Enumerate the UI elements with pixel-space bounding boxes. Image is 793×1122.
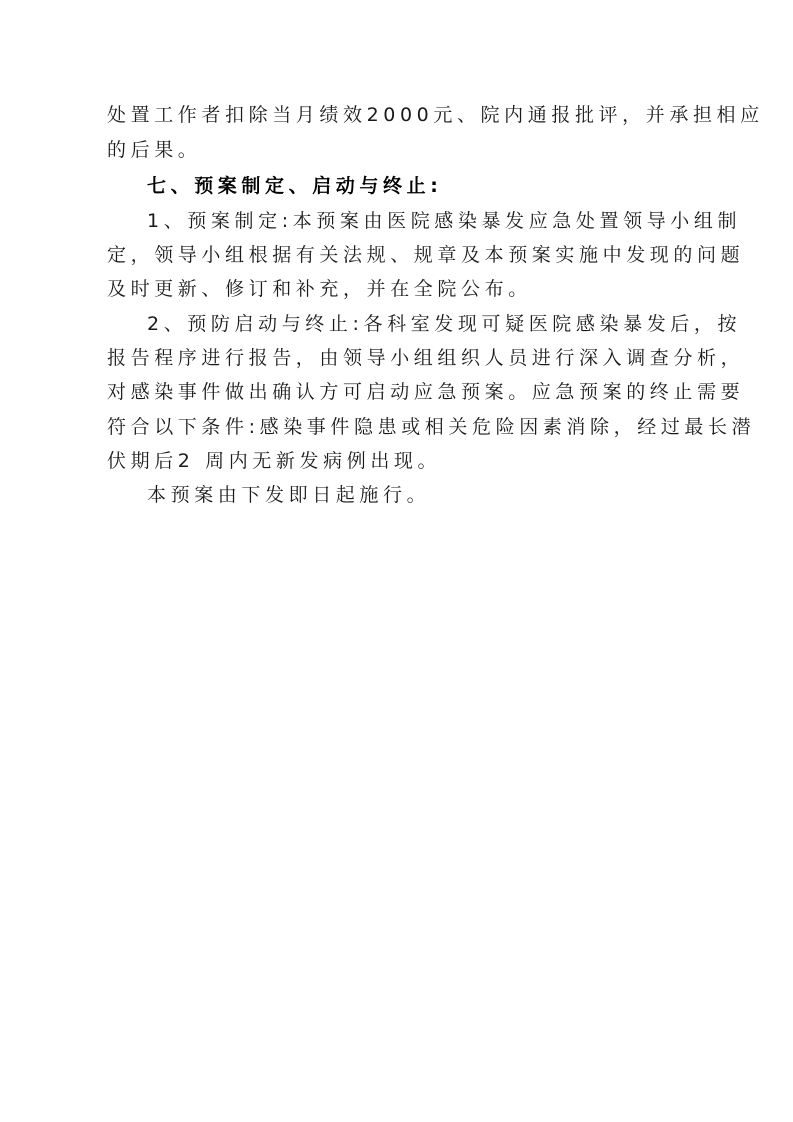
paragraph-line: 及时更新、修订和补充，并在全院公布。	[107, 278, 532, 300]
paragraph-line: 的后果。	[107, 139, 202, 161]
paragraph-line: 伏期后2 周内无新发病例出现。	[107, 450, 442, 472]
paragraph-line: 报告程序进行报告，由领导小组组织人员进行深入调查分析，	[107, 347, 745, 369]
section-heading: 七、预案制定、启动与终止:	[147, 175, 443, 197]
paragraph-line: 2、预防启动与终止:各科室发现可疑医院感染暴发后，按	[147, 313, 742, 335]
paragraph-line: 1、预案制定:本预案由医院感染暴发应急处置领导小组制	[147, 210, 742, 232]
paragraph-line: 符合以下条件:感染事件隐患或相关危险因素消除，经过最长潜	[107, 416, 756, 438]
paragraph-line: 定，领导小组根据有关法规、规章及本预案实施中发现的问题	[107, 244, 745, 266]
paragraph-line: 处置工作者扣除当月绩效2000元、院内通报批评，并承担相应	[107, 104, 764, 126]
paragraph-line: 本预案由下发即日起施行。	[147, 484, 431, 506]
paragraph-line: 对感染事件做出确认方可启动应急预案。应急预案的终止需要	[107, 381, 745, 403]
